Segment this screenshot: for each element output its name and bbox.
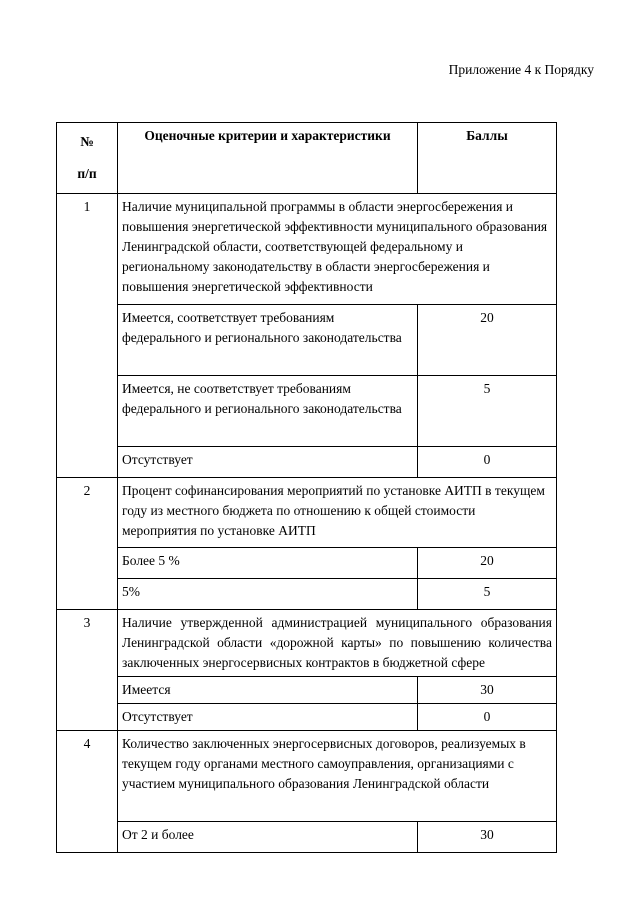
- option-label: 5%: [118, 579, 418, 610]
- header-num: [57, 123, 118, 194]
- option-label: Имеется, соответствует требованиям федерального и регионального законодательства: [118, 305, 418, 376]
- section-num: 3: [57, 610, 118, 731]
- option-points: 0: [418, 704, 557, 731]
- option-points: 30: [418, 822, 557, 853]
- criterion-text: Наличие утвержденной администрацией муниципального образования Ленинградской области «дорожной карты» по повышению количества заключенных энергосервисных контрактов в бюджетной сфере: [118, 610, 557, 677]
- criterion-text: Процент софинансирования мероприятий по установке АИТП в текущем году из местного бюджета по отношению к общей стоимости мероприятия по установке АИТП: [118, 478, 557, 548]
- table-row: [57, 677, 557, 704]
- header-num-label: №: [80, 134, 94, 149]
- section-num: 1: [57, 194, 118, 478]
- appendix-title: Приложение 4 к Порядку: [448, 62, 594, 77]
- table-row: [57, 822, 557, 853]
- header-num-sublabel: п/п: [77, 166, 97, 181]
- option-points: 30: [418, 677, 557, 704]
- table-row: [57, 731, 557, 822]
- option-label: От 2 и более: [118, 822, 418, 853]
- table-row: [57, 704, 557, 731]
- criterion-text: Наличие муниципальной программы в области энергосбережения и повышения энергетической эффективности муниципального образования Ленинградской области, соответствующей федеральному и региональному законодательству в области энергосбережения и повышения энергетической эффективности: [118, 194, 557, 305]
- option-label: Отсутствует: [118, 704, 418, 731]
- option-label: Имеется: [118, 677, 418, 704]
- section-num: 4: [57, 731, 118, 853]
- header-criteria: Оценочные критерии и характеристики: [118, 123, 418, 194]
- option-points: 5: [418, 376, 557, 447]
- option-points: 5: [418, 579, 557, 610]
- option-points: 20: [418, 305, 557, 376]
- table-row: [57, 579, 557, 610]
- option-points: 0: [418, 447, 557, 478]
- table-header-row: [57, 123, 557, 194]
- table-row: [57, 305, 557, 376]
- header-points: Баллы: [418, 123, 557, 194]
- option-label: Имеется, не соответствует требованиям федерального и регионального законодательства: [118, 376, 418, 447]
- table-row: [57, 478, 557, 548]
- criteria-table: [56, 122, 557, 853]
- section-num: 2: [57, 478, 118, 610]
- table-row: [57, 447, 557, 478]
- table-row: [57, 610, 557, 677]
- table-row: [57, 376, 557, 447]
- criterion-text: Количество заключенных энергосервисных договоров, реализуемых в текущем году органами местного самоуправления, организациями с участием муниципального образования Ленинградской области: [118, 731, 557, 822]
- table-row: [57, 548, 557, 579]
- option-points: 20: [418, 548, 557, 579]
- table-row: [57, 194, 557, 305]
- option-label: Более 5 %: [118, 548, 418, 579]
- option-label: Отсутствует: [118, 447, 418, 478]
